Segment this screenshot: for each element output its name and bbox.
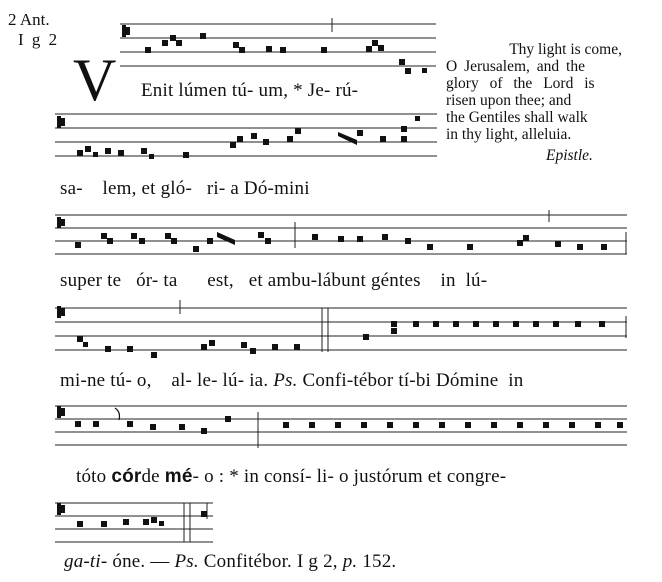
initial-letter: V <box>73 47 117 113</box>
antiphon-label <box>8 10 50 30</box>
antiphon-type: Ant. <box>19 10 50 29</box>
translation-line-2: O Jerusalem, and the <box>446 58 585 75</box>
lyric-line-1: Enit lúmen tú- um, * Je- rú- <box>141 80 359 101</box>
staff-4 <box>55 298 630 368</box>
translation-line-4: risen upon thee; and <box>446 92 572 109</box>
staff-3 <box>55 210 630 265</box>
translation-line-5: the Gentiles shall walk <box>446 109 588 126</box>
mode-label: I g 2 <box>18 30 60 49</box>
staff-2 <box>55 108 441 168</box>
lyric-line-4: mi-ne tú- o, al- le- lú- ia. Ps. Confi-tébor tí-bi Dómine in <box>60 370 524 391</box>
clef-icon <box>57 217 65 228</box>
lyric-line-5: tóto córde mé- o : * in consí- li- o justórum et congre- <box>76 466 507 487</box>
antiphon-number: 2 <box>8 10 17 29</box>
translation-line-6: in thy light, alleluia. <box>446 126 572 143</box>
lyric-line-2: sa- lem, et gló- ri- a Dó-mini <box>60 178 310 199</box>
clef-icon <box>122 25 130 37</box>
translation-source: Epistle. <box>546 147 593 164</box>
staff-5 <box>55 400 630 450</box>
clef-icon <box>57 116 65 128</box>
clef-icon <box>57 406 65 418</box>
translation-line-3: glory of the Lord is <box>446 75 595 92</box>
lyric-line-6: ga-ti- óne. — Ps. Confitébor. I g 2, p. 152. <box>64 551 397 572</box>
clef-icon <box>57 503 65 515</box>
staff-1 <box>120 18 440 80</box>
translation-line-1: Thy light is come, <box>509 41 622 58</box>
lyric-line-3: super te ór- ta est, et ambu-lábunt géntes in lú- <box>60 270 488 291</box>
staff-6 <box>55 497 215 547</box>
